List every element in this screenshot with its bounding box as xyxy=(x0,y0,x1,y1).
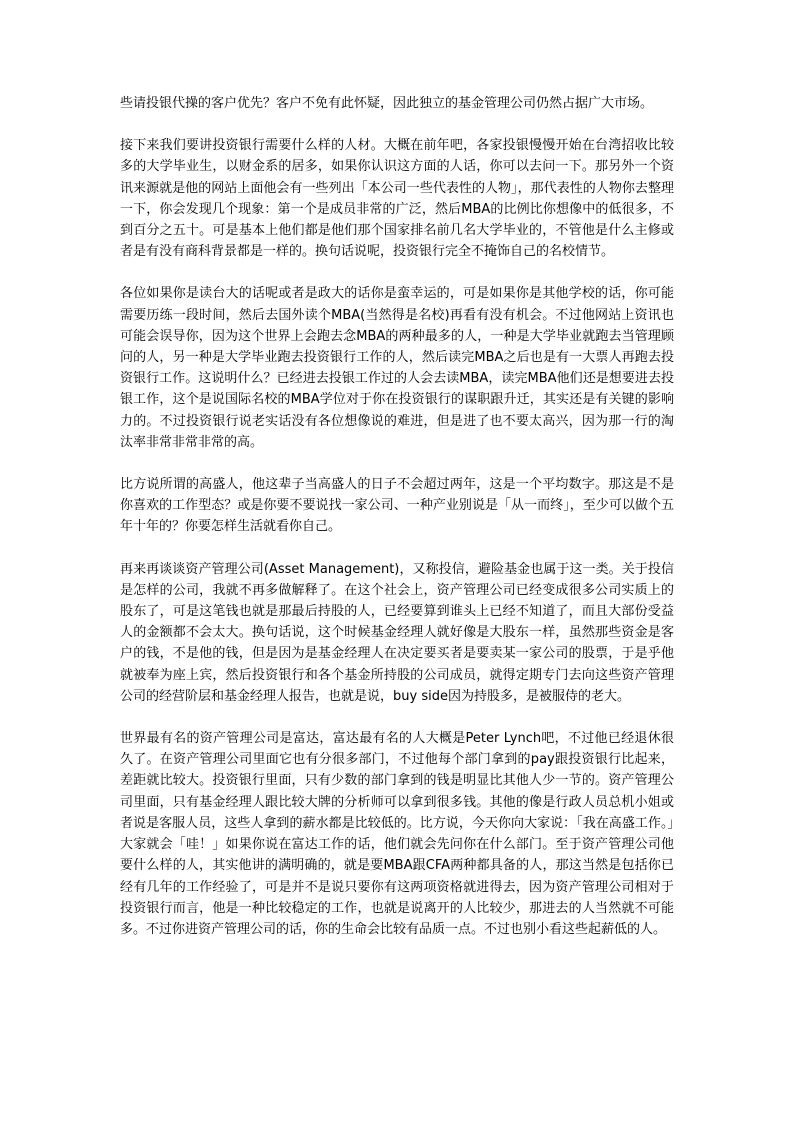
paragraph-5: 再来再谈谈资产管理公司(Asset Management)，又称投信，避险基金也属于这一类。关于投信是怎样的公司，我就不再多做解释了。在这个社会上，资产管理公司已经变成很多公司实质上的股东了，可是这笔钱也就是那最后持股的人，已经要算到谁头上已经不知道了，而且大部份受益人的金额都不会太大。换句话说，这个时候基金经理人就好像是大股东一样，虽然那些资金是客户的钱，不是他的钱，但是因为是基金经理人在决定要买者是要卖某一家公司的股票，于是乎他就被奉为座上宾，然后投资银行和各个基金所持股的公司成员，就得定期专门去向这些资产管理公司的经营阶层和基金经理人报告，也就是说，buy side因为持股多，是被服侍的老大。 xyxy=(120,561,674,704)
document-body xyxy=(120,93,674,961)
paragraph-6: 世界最有名的资产管理公司是富达，富达最有名的人大概是Peter Lynch吧，不过他已经退休很久了。在资产管理公司里面它也有分很多部门，不过他每个部门拿到的pay跟投资银行比起来，差距就比较大。投资银行里面，只有少数的部门拿到的钱是明显比其他人少一节的。资产管理公司里面，只有基金经理人跟比较大牌的分析师可以拿到很多钱。其他的像是行政人员总机小姐或者说是客服人员，这些人拿到的薪水都是比较低的。比方说，今天你向大家说：「我在高盛工作。」大家就会「哇！」如果你说在富达工作的话，他们就会先问你在什么部门。至于资产管理公司他要什么样的人，其实他讲的满明确的，就是要MBA跟CFA两种都具备的人，那这当然是包括你已经有几年的工作经验了，可是并不是说只要你有这两项资格就进得去，因为资产管理公司相对于投资银行而言，他是一种比较稳定的工作，也就是说离开的人比较少，那进去的人当然就不可能多。不过你进资产管理公司的话，你的生命会比较有品质一点。不过也别小看这些起薪低的人。 xyxy=(120,731,674,937)
paragraph-1: 些请投银代操的客户优先？客户不免有此怀疑，因此独立的基金管理公司仍然占据广大市场。 xyxy=(120,96,654,111)
paragraph-3: 各位如果你是读台大的话呢或者是政大的话你是蛮幸运的，可是如果你是其他学校的话，你可能需要历练一段时间，然后去国外读个MBA(当然得是名校)再看有没有机会。不过他网站上资讯也可能会误导你，因为这个世界上会跑去念MBA的两种最多的人，一种是大学毕业就跑去当管理顾问的人，另一种是大学毕业跑去投资银行工作的人，然后读完MBA之后也是有一大票人再跑去投资银行工作。这说明什么？已经进去投银工作过的人会去读MBA，读完MBA他们还是想要进去投银工作，这个是说国际名校的MBA学位对于你在投资银行的谋职跟升迁，其实还是有关键的影响力的。不过投资银行说老实话没有各位想像说的难进，但是进了也不要太高兴，因为那一行的淘汰率非常非常非常的高。 xyxy=(120,286,674,450)
paragraph-4: 比方说所谓的高盛人，他这辈子当高盛人的日子不会超过两年，这是一个平均数字。那这是不是你喜欢的工作型态？或是你要不要说找一家公司、一种产业别说是「从一而终」，至少可以做个五年十年的？你要怎样生活就看你自己。 xyxy=(120,477,674,535)
paragraph-2: 接下来我们要讲投资银行需要什么样的人材。大概在前年吧，各家投银慢慢开始在台湾招收比较多的大学毕业生，以财金系的居多，如果你认识这方面的人话，你可以去问一下。那另外一个资讯来源就是他的网站上面他会有一些列出「本公司一些代表性的人物」，那代表性的人物你去整理一下，你会发现几个现象：第一个是成员非常的广泛，然后MBA的比例比你想像中的低很多，不到百分之五十。可是基本上他们都是他们那个国家排名前几名大学毕业的，不管他是什么主修或者是有没有商科背景都是一样的。换句话说呢，投资银行完全不掩饰自己的名校情节。 xyxy=(120,138,674,260)
